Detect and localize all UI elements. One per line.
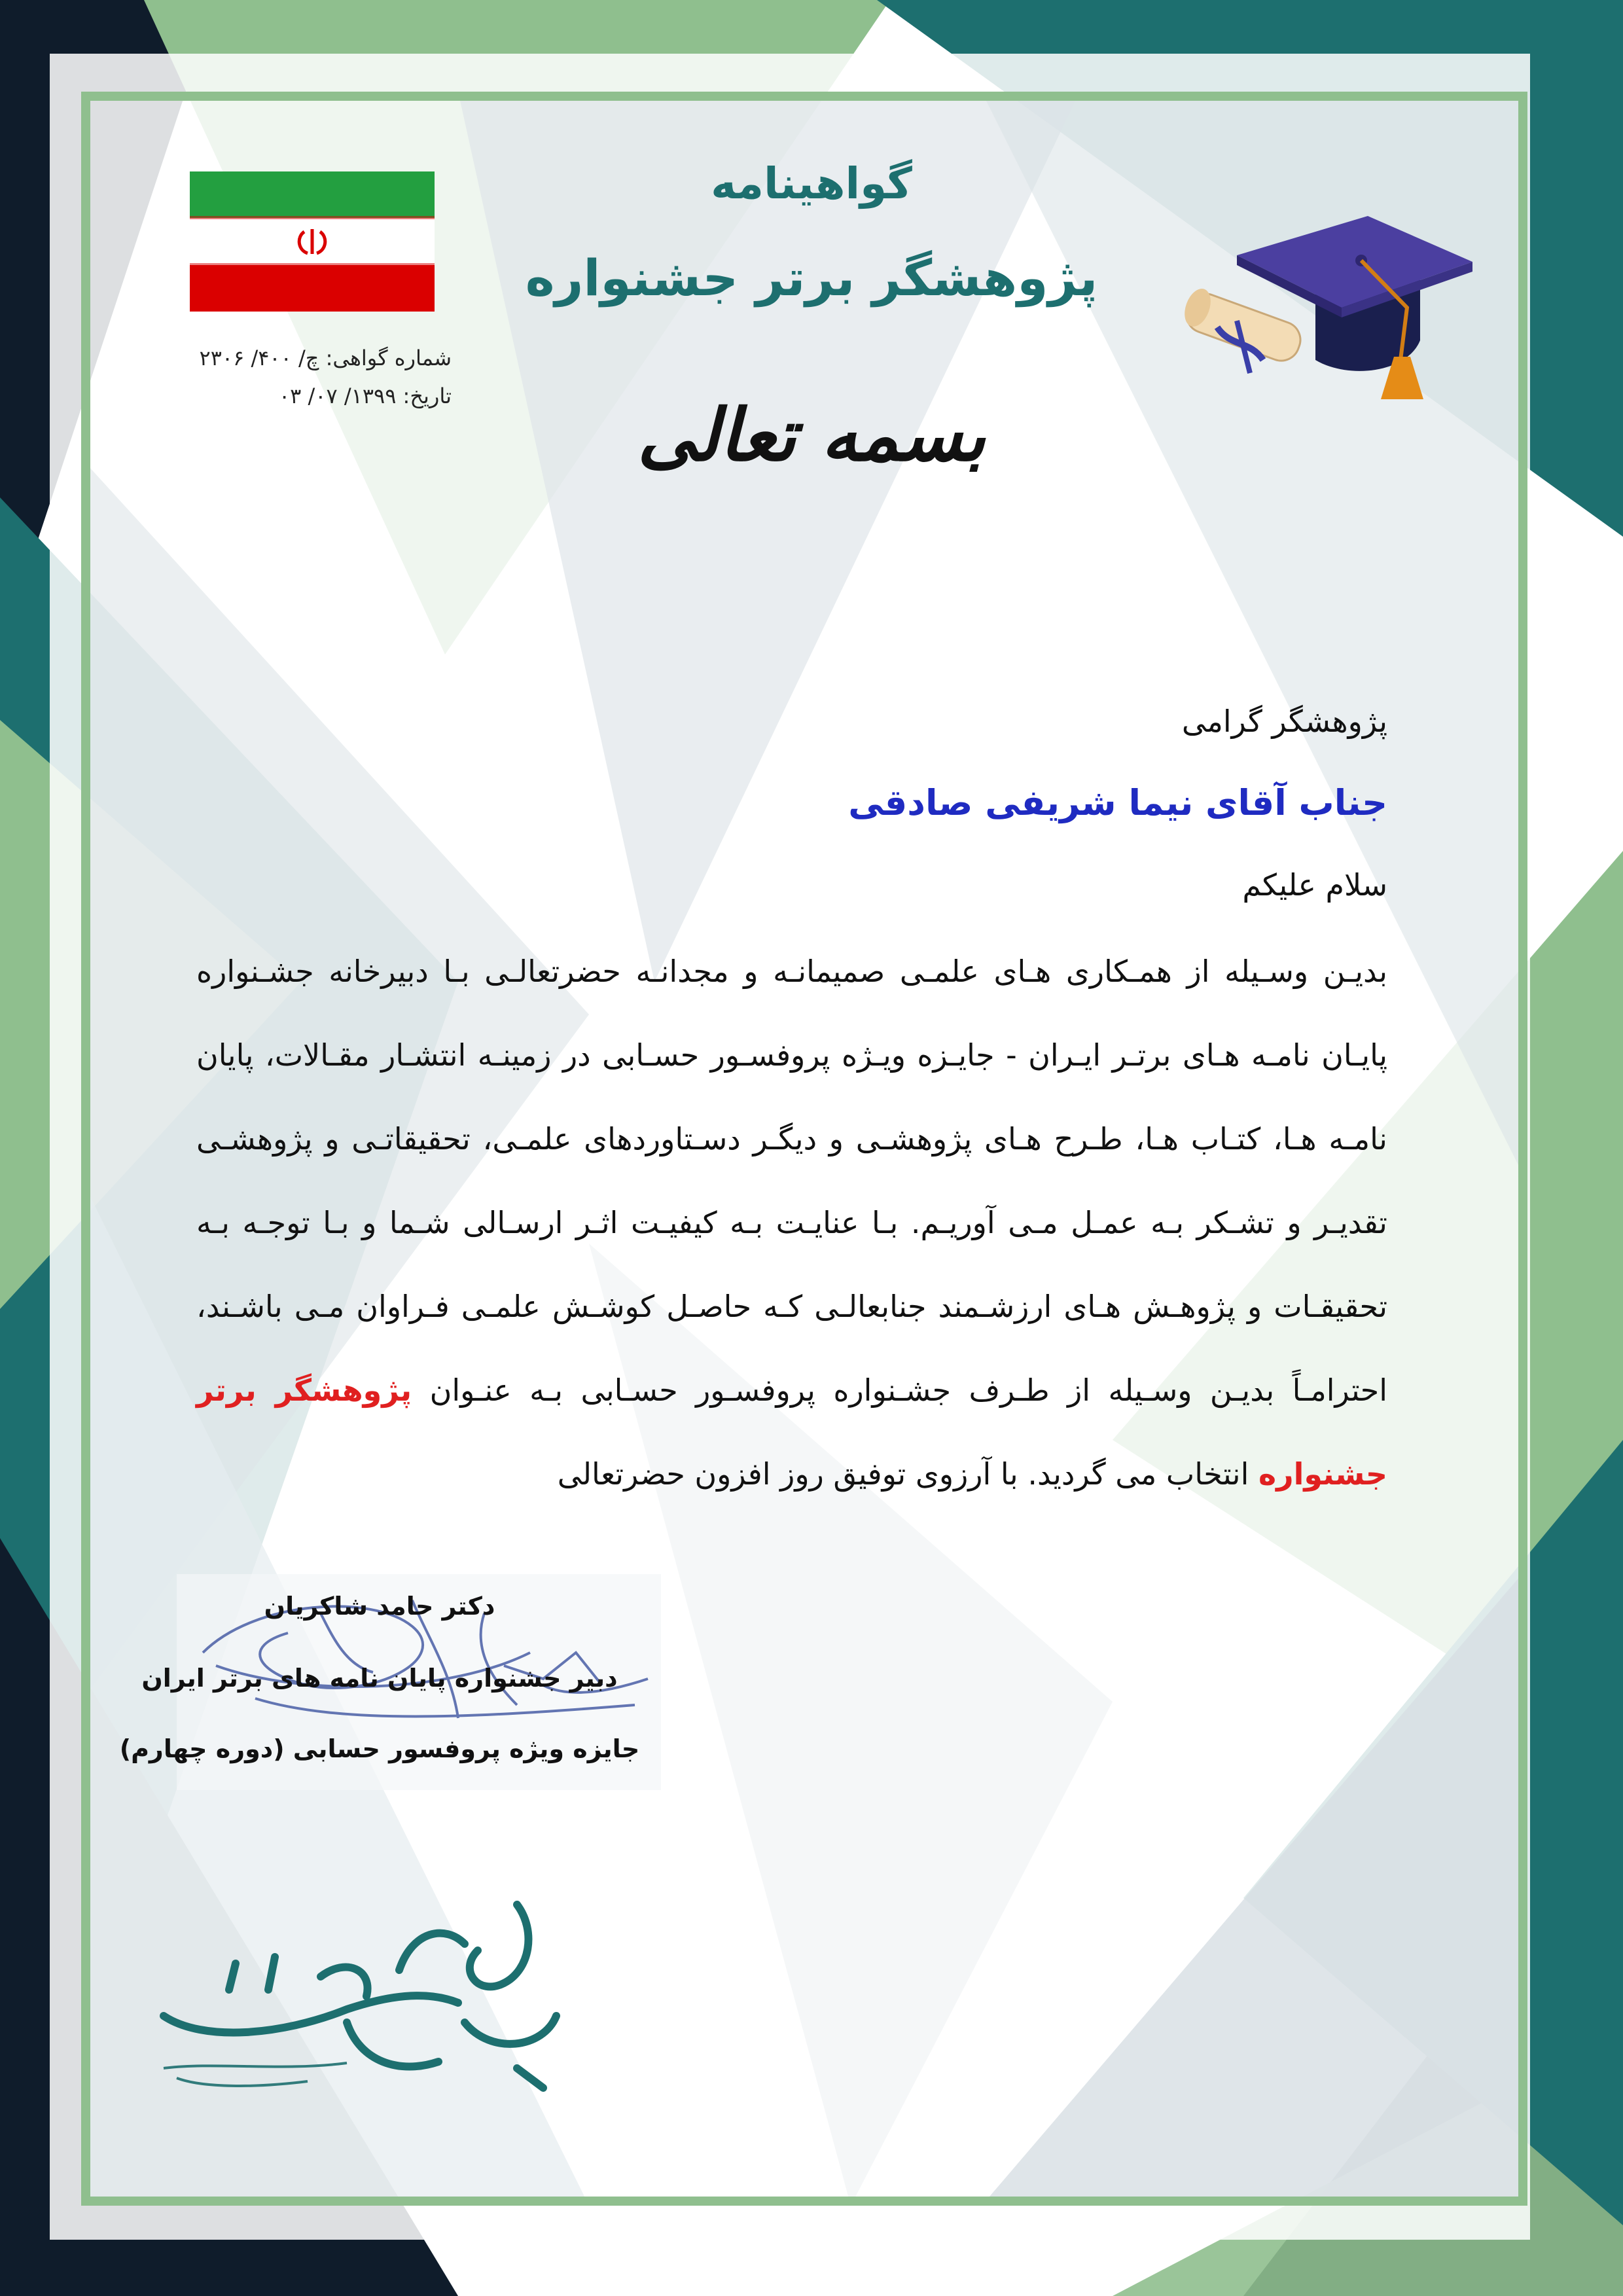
letter-body-end: انتخاب می گردید. با آرزوی توفیق روز افزون حضرتعالی	[557, 1456, 1249, 1492]
certificate-date: تاریخ: ۱۳۹۹/ ۰۷/ ۰۳	[278, 384, 452, 408]
signatory-name: دکتر حامد شاکریان	[264, 1592, 495, 1621]
highlight-title: پژوهشگر برتر جشنواره	[196, 1372, 1387, 1492]
recipient-name: جناب آقای نیما شریفی صادقی	[848, 782, 1387, 823]
certificate-number: شماره گواهی: چ/ ۴۰۰/ ۲۳۰۶	[199, 346, 452, 370]
graduation-cap-icon	[1171, 209, 1472, 406]
certificate-subtitle: پژوهشگر برتر جشنواره	[525, 249, 1098, 307]
certificate-title: گواهینامه	[711, 158, 912, 209]
signatory-organization: جایزه ویژه پروفسور حسابی (دوره چهارم)	[119, 1734, 640, 1763]
basmala-calligraphy: بسمه تعالی	[637, 393, 986, 477]
festival-logo	[151, 1892, 569, 2108]
signatory-role: دبیر جشنواره پایان نامه های برتر ایران	[141, 1664, 618, 1693]
greeting: سلام علیکم	[1242, 867, 1387, 903]
letter-body	[196, 929, 1387, 1516]
salutation: پژوهشگر گرامی	[1181, 704, 1387, 739]
letter-body-main: بدیـن وسـیله از همـکاری هـای علمـی صمیمانـه و مجدانـه حضرتعالـی بـا دبیرخانه جشـنواره پایـان نامـه هـای برتـر ایـران - جایـزه ویـژه پروفسـور حسـابی در زمینـه انتشـار مقـالات، پایان نامـه هـا، کتـاب هـا، طـرح هـای پژوهشـی و دیگـر دسـتاوردهای علمـی، تحقیقاتـی و پژوهشـی تقدیـر و تشـکر بـه عمـل مـی آوریـم. بـا عنایـت بـه کیفیـت اثـر ارسـالی شـما و بـا توجـه بـه تحقیقـات و پژوهـش هـای ارزشـمند جنابعالـی کـه حاصـل کوشـش علمـی فـراوان مـی باشـند، احترامـاً بدیـن وسـیله از طـرف جشـنواره پروفسـور حسـابی بـه عنـوان	[196, 954, 1387, 1408]
